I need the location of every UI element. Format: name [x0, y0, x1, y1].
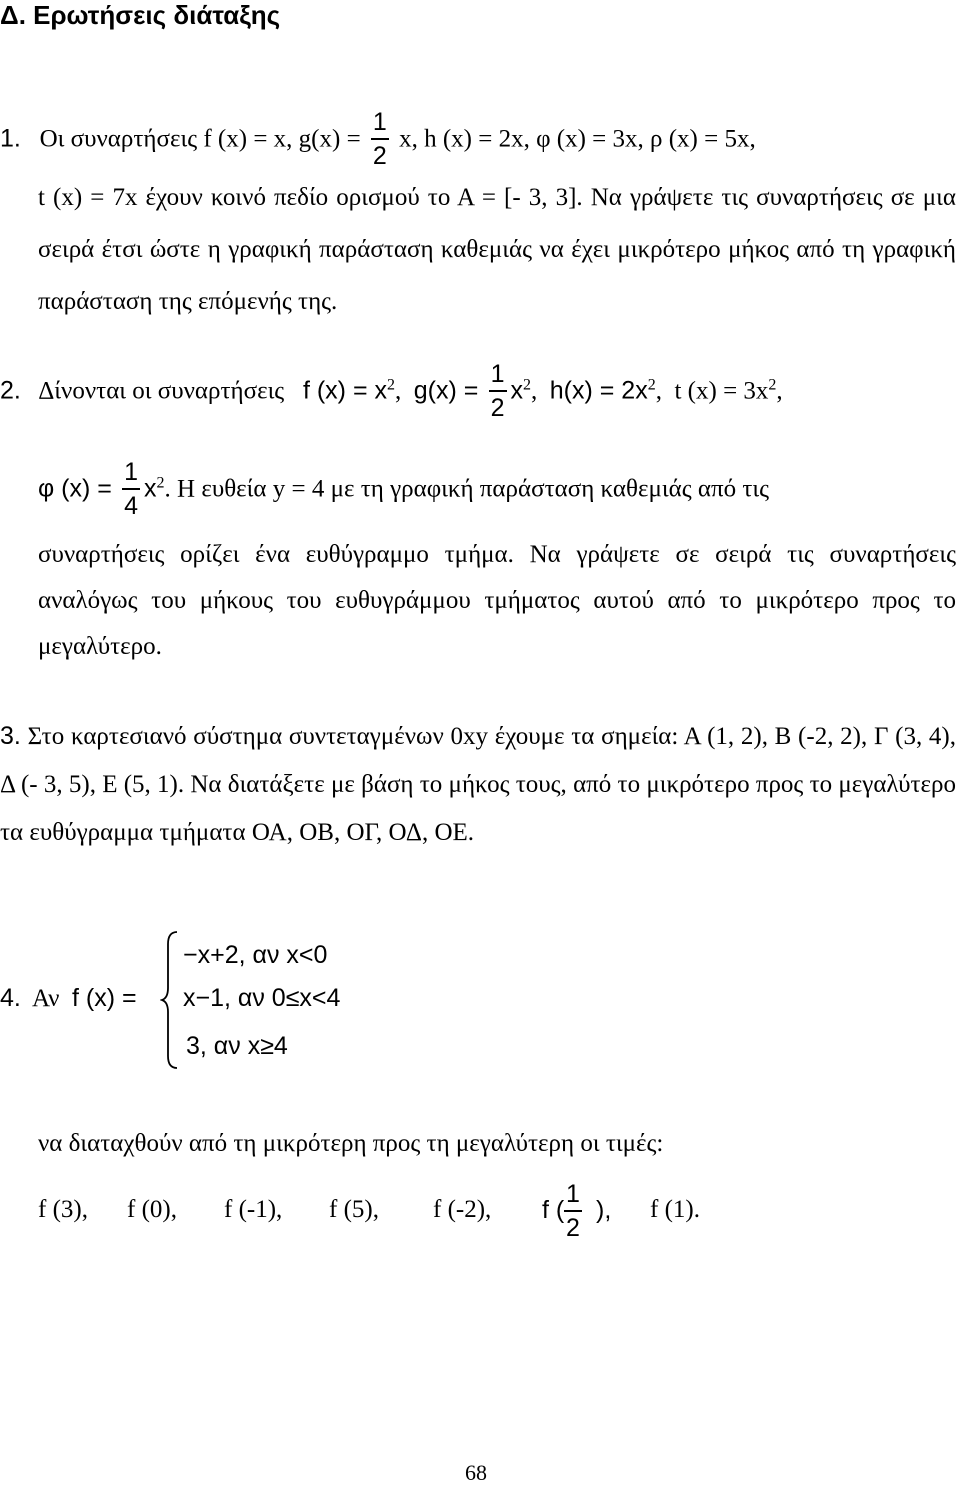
section-heading: Δ. Ερωτήσεις διάταξης — [0, 0, 281, 30]
q2-phi-def: φ (x) = — [38, 474, 112, 503]
q4-half-fraction: $\frac{1}{2}$ — [566, 1180, 580, 1242]
q3-text: Στο καρτεσιανό σύστημα συντεταγμένων 0xy έχουμε τα σημεία: Α (1, 2), Β (-2, 2), Γ (3, 4), Δ (- 3, 5), Ε (5, 1). Να διατάξετε με βάση το μήκος τους, από το μικρότερο προς το μεγαλύτερο τα ευθύγραμμα τμήματα ΟΑ, ΟΒ, ΟΓ, ΟΔ, ΟΕ. — [0, 723, 956, 846]
q2-text-a: Δίνονται οι συναρτήσεις — [38, 377, 285, 405]
q4-lead — [0, 984, 137, 1013]
q4-number: 4. — [0, 984, 21, 1012]
q1-number: 1. — [0, 124, 21, 153]
q2-g-def: g(x) = — [413, 376, 479, 405]
q2-number: 2. — [0, 376, 21, 405]
q1-text-b: x, h (x) = 2x, φ (x) = 3x, ρ (x) = 5x, — [399, 125, 756, 153]
q2-t-def: t (x) = 3x — [674, 377, 769, 405]
q4-case-2: x−1, αν 0≤x<4 — [183, 984, 341, 1012]
q4-an: Αν — [31, 985, 60, 1012]
q2-first-line: 2. Δίνονται οι συναρτήσεις f $(x) = x^2$, g(x) = $\frac{1}{2}$ $x^2$, $h(x) = 2x^2$, t $(x) = 3x^2$, — [0, 360, 783, 422]
q2-h-def: h(x) = 2x — [549, 376, 648, 405]
q4-f: f (x) = — [72, 984, 137, 1012]
q4-case-1: −x+2, αν x<0 — [183, 941, 328, 969]
q2-phi-fraction: $\frac{1}{4}$ — [124, 458, 139, 520]
q2-f-def: f (x) = x — [302, 376, 387, 405]
q3-paragraph — [0, 712, 956, 857]
q1-fraction: $\frac{1}{2}$ — [372, 108, 387, 170]
q2-text-b: . Η ευθεία y = 4 με τη γραφική παράσταση καθεμιάς από τις — [164, 475, 769, 503]
q3-number: 3. — [0, 722, 21, 750]
q1-first-line — [0, 108, 756, 174]
q2-g-fraction: $\frac{1}{2}$ — [490, 360, 505, 422]
q1-paragraph: t (x) = 7x έχουν κοινό πεδίο ορισμού το Α = [- 3, 3]. Να γράψετε τις συναρτήσεις σε μια σειρά έτσι ώστε η γραφική παράσταση καθεμιάς να έχει μικρότερο μήκος από τη γραφική παράσταση της επόμενής της. — [38, 184, 956, 315]
q2-paragraph: συναρτήσεις ορίζει ένα ευθύγραμμο τμήμα. Να γράψετε σε σειρά τις συναρτήσεις αναλόγως του μήκους του ευθυγράμμου τμήματος αυτού από το μικρότερο προς το μεγαλύτερο. — [38, 541, 956, 660]
q4-instruction: να διαταχθούν από τη μικρότερη προς τη μεγαλύτερη οι τιμές: — [38, 1130, 664, 1157]
q4-case-3: 3, αν x≥4 — [186, 1032, 288, 1060]
left-brace — [160, 930, 180, 1070]
q2-second-line: φ (x) = $\frac{1}{4}$ $x^2$. Η ευθεία y = 4 με τη γραφική παράσταση καθεμιάς από τις — [38, 458, 769, 520]
page-number: 68 — [465, 1460, 487, 1485]
q1-text-a: Οι συναρτήσεις f (x) = x, g(x) = — [39, 125, 361, 153]
